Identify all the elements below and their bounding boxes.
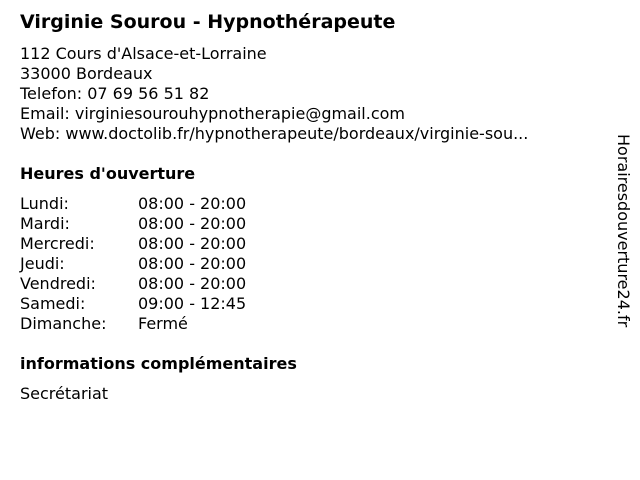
site-watermark	[613, 134, 633, 370]
site-watermark-text: Horairesdouverture24.fr	[614, 134, 633, 328]
day-hours: Fermé	[138, 314, 188, 333]
day-label: Mercredi:	[20, 234, 95, 253]
day-label: Dimanche:	[20, 314, 107, 333]
page-title: Virginie Sourou - Hypnothérapeute	[20, 11, 396, 33]
email-text[interactable]: Email: virginiesourouhypnotherapie@gmail.com	[20, 104, 406, 123]
opening-hours-heading: Heures d'ouverture	[20, 164, 196, 183]
contact-block	[20, 44, 528, 144]
phone-text[interactable]: Telefon: 07 69 56 51 82	[20, 84, 210, 103]
day-label: Vendredi:	[20, 274, 96, 293]
address-line-2: 33000 Bordeaux	[20, 64, 153, 83]
day-label: Jeudi:	[20, 254, 65, 273]
day-hours: 08:00 - 20:00	[138, 254, 247, 273]
day-hours: 08:00 - 20:00	[138, 194, 247, 213]
day-label: Mardi:	[20, 214, 70, 233]
extra-info-heading: informations complémentaires	[20, 354, 297, 373]
day-hours: 08:00 - 20:00	[138, 234, 247, 253]
extra-info-text: Secrétariat	[20, 384, 109, 403]
website-text[interactable]: Web: www.doctolib.fr/hypnotherapeute/bordeaux/virginie-sou...	[20, 124, 529, 143]
day-hours: 08:00 - 20:00	[138, 274, 247, 293]
day-label: Lundi:	[20, 194, 69, 213]
day-label: Samedi:	[20, 294, 86, 313]
address-line-1: 112 Cours d'Alsace-et-Lorraine	[20, 44, 267, 63]
day-hours: 08:00 - 20:00	[138, 214, 247, 233]
day-hours: 09:00 - 12:45	[138, 294, 247, 313]
